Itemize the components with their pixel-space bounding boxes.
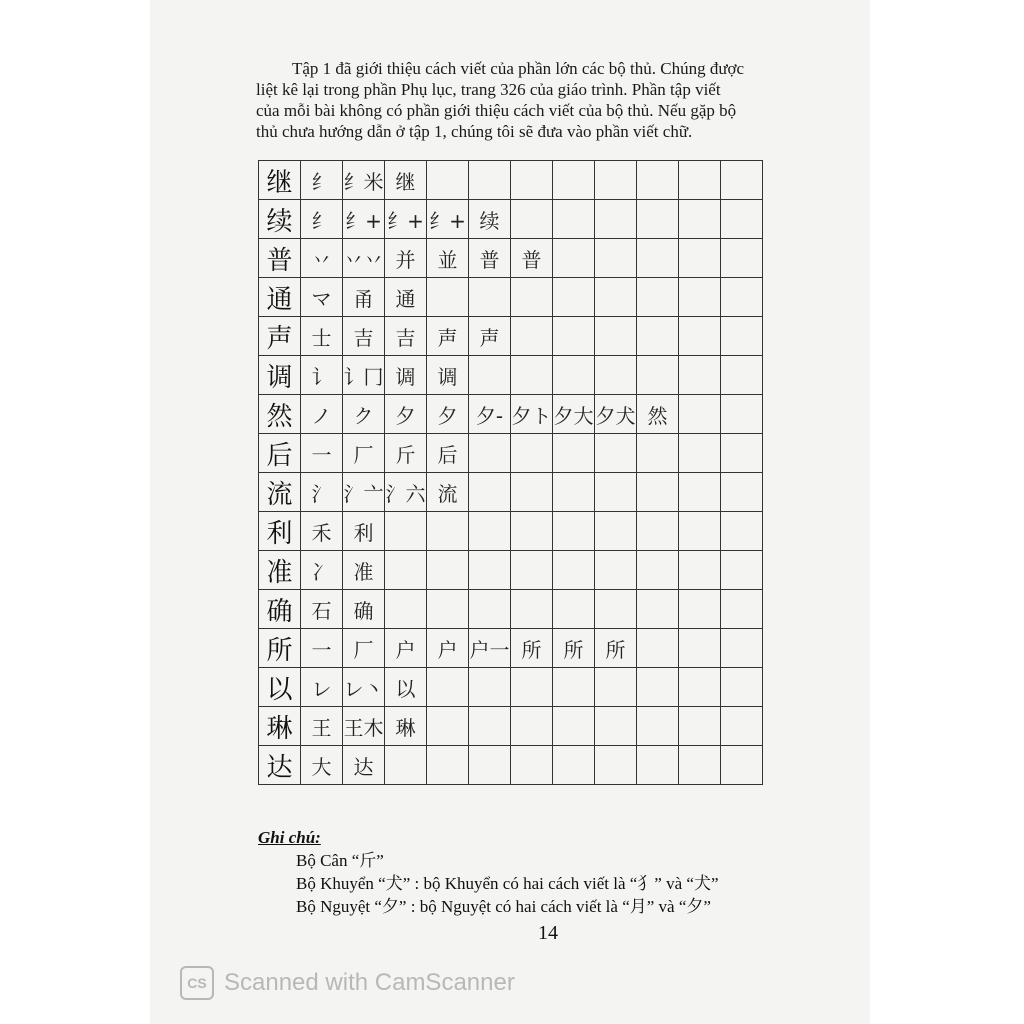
grid-stroke-cell (679, 707, 721, 746)
grid-character-cell: 后 (259, 434, 301, 473)
grid-stroke-cell: 氵六 (385, 473, 427, 512)
grid-stroke-cell (637, 668, 679, 707)
grid-character-cell: 流 (259, 473, 301, 512)
grid-stroke-cell: 並 (427, 239, 469, 278)
grid-stroke-cell: 所 (511, 629, 553, 668)
grid-stroke-cell (721, 707, 763, 746)
grid-stroke-cell (427, 590, 469, 629)
grid-stroke-cell (721, 395, 763, 434)
grid-row (259, 356, 763, 395)
grid-stroke-cell (553, 239, 595, 278)
grid-stroke-cell (637, 590, 679, 629)
grid-stroke-cell (553, 473, 595, 512)
grid-stroke-cell: 夕- (469, 395, 511, 434)
grid-character-cell: 所 (259, 629, 301, 668)
grid-stroke-cell (637, 707, 679, 746)
grid-stroke-cell (427, 551, 469, 590)
grid-row (259, 746, 763, 785)
grid-stroke-cell (679, 551, 721, 590)
grid-stroke-cell: 流 (427, 473, 469, 512)
grid-stroke-cell (511, 161, 553, 200)
grid-stroke-cell (637, 317, 679, 356)
grid-stroke-cell: 户 (385, 629, 427, 668)
grid-character-cell: 琳 (259, 707, 301, 746)
grid-stroke-cell (595, 746, 637, 785)
grid-stroke-cell (637, 434, 679, 473)
grid-stroke-cell (469, 707, 511, 746)
grid-stroke-cell (679, 434, 721, 473)
grid-stroke-cell (595, 473, 637, 512)
grid-stroke-cell (553, 278, 595, 317)
grid-row (259, 200, 763, 239)
grid-stroke-cell: 夕 (385, 395, 427, 434)
grid-stroke-cell (511, 590, 553, 629)
grid-stroke-cell (427, 668, 469, 707)
grid-stroke-cell: 厂 (343, 629, 385, 668)
grid-stroke-cell (721, 590, 763, 629)
grid-stroke-cell: 吉 (343, 317, 385, 356)
grid-stroke-cell (553, 356, 595, 395)
grid-stroke-cell (511, 317, 553, 356)
grid-stroke-cell: 纟米 (343, 161, 385, 200)
grid-stroke-cell (679, 512, 721, 551)
grid-stroke-cell: 王木 (343, 707, 385, 746)
grid-stroke-cell: 继 (385, 161, 427, 200)
grid-stroke-cell (511, 668, 553, 707)
grid-stroke-cell (553, 551, 595, 590)
grid-stroke-cell (721, 434, 763, 473)
intro-line-4: thủ chưa hướng dẫn ở tập 1, chúng tôi sẽ đưa vào phần viết chữ. (256, 122, 693, 141)
grid-stroke-cell: 纟+ (385, 200, 427, 239)
grid-stroke-cell (385, 590, 427, 629)
grid-stroke-cell: 然 (637, 395, 679, 434)
camscanner-watermark (180, 966, 515, 1000)
grid-stroke-cell (553, 161, 595, 200)
grid-row (259, 668, 763, 707)
grid-stroke-cell (721, 668, 763, 707)
page-number: 14 (538, 922, 558, 944)
grid-stroke-cell (637, 161, 679, 200)
grid-stroke-cell (637, 356, 679, 395)
grid-stroke-cell (511, 746, 553, 785)
grid-stroke-cell (469, 551, 511, 590)
grid-stroke-cell: 夕 (427, 395, 469, 434)
grid-stroke-cell (595, 707, 637, 746)
grid-character-cell: 然 (259, 395, 301, 434)
grid-stroke-cell: 普 (511, 239, 553, 278)
grid-stroke-cell: 声 (469, 317, 511, 356)
grid-stroke-cell (721, 161, 763, 200)
grid-stroke-cell: 吉 (385, 317, 427, 356)
intro-paragraph (256, 58, 840, 142)
grid-character-cell: 续 (259, 200, 301, 239)
grid-row (259, 512, 763, 551)
grid-stroke-cell: 琳 (385, 707, 427, 746)
grid-stroke-cell (553, 707, 595, 746)
grid-stroke-cell: 讠冂 (343, 356, 385, 395)
grid-stroke-cell: 所 (595, 629, 637, 668)
grid-stroke-cell: 士 (301, 317, 343, 356)
grid-stroke-cell: 一 (301, 434, 343, 473)
grid-character-cell: 确 (259, 590, 301, 629)
grid-character-cell: 以 (259, 668, 301, 707)
grid-stroke-cell (595, 356, 637, 395)
notes-title: Ghi chú: (258, 828, 321, 847)
grid-stroke-cell: ノ (301, 395, 343, 434)
grid-stroke-cell (553, 200, 595, 239)
grid-stroke-cell: 丷 (301, 239, 343, 278)
intro-line-3: của mỗi bài không có phần giới thiệu cách viết của bộ thủ. Nếu gặp bộ (256, 101, 737, 120)
grid-row (259, 434, 763, 473)
grid-stroke-cell (721, 317, 763, 356)
grid-stroke-cell (679, 278, 721, 317)
grid-stroke-cell: 石 (301, 590, 343, 629)
grid-stroke-cell: 声 (427, 317, 469, 356)
grid-stroke-cell: 夕大 (553, 395, 595, 434)
grid-stroke-cell: 纟+ (427, 200, 469, 239)
grid-stroke-cell (721, 746, 763, 785)
grid-stroke-cell: 禾 (301, 512, 343, 551)
grid-stroke-cell: 讠 (301, 356, 343, 395)
note-nguyet: Bộ Nguyệt “夕” : bộ Nguyệt có hai cách viết là “月” và “夕” (296, 897, 711, 916)
grid-character-cell: 声 (259, 317, 301, 356)
grid-stroke-cell (679, 395, 721, 434)
grid-stroke-cell (679, 356, 721, 395)
grid-stroke-cell (679, 161, 721, 200)
grid-stroke-cell (427, 278, 469, 317)
grid-stroke-cell: マ (301, 278, 343, 317)
grid-stroke-cell (469, 434, 511, 473)
grid-stroke-cell (511, 278, 553, 317)
grid-stroke-cell: 户一 (469, 629, 511, 668)
grid-stroke-cell (469, 473, 511, 512)
grid-character-cell: 达 (259, 746, 301, 785)
grid-stroke-cell: 普 (469, 239, 511, 278)
grid-stroke-cell (553, 512, 595, 551)
grid-stroke-cell (469, 590, 511, 629)
grid-stroke-cell: 所 (553, 629, 595, 668)
intro-line-2: liệt kê lại trong phần Phụ lục, trang 326 của giáo trình. Phần tập viết (256, 80, 721, 99)
grid-stroke-cell (637, 629, 679, 668)
notes-section (258, 826, 858, 918)
grid-stroke-cell (511, 200, 553, 239)
grid-character-cell: 调 (259, 356, 301, 395)
grid-stroke-cell (595, 239, 637, 278)
grid-row (259, 590, 763, 629)
grid-stroke-cell (469, 356, 511, 395)
grid-stroke-cell (553, 434, 595, 473)
grid-stroke-cell (595, 278, 637, 317)
grid-stroke-cell (511, 356, 553, 395)
grid-stroke-cell (637, 200, 679, 239)
grid-stroke-cell: 调 (427, 356, 469, 395)
grid-stroke-cell (469, 161, 511, 200)
grid-row (259, 161, 763, 200)
grid-stroke-cell: レ丶 (343, 668, 385, 707)
grid-stroke-cell (427, 161, 469, 200)
grid-stroke-cell (469, 668, 511, 707)
grid-row (259, 629, 763, 668)
grid-stroke-cell: 调 (385, 356, 427, 395)
grid-stroke-cell: 准 (343, 551, 385, 590)
grid-stroke-cell (427, 512, 469, 551)
grid-stroke-cell (595, 434, 637, 473)
grid-stroke-cell (511, 707, 553, 746)
grid-stroke-cell (469, 746, 511, 785)
grid-stroke-cell: 利 (343, 512, 385, 551)
grid-stroke-cell: 厂 (343, 434, 385, 473)
grid-stroke-cell: 斤 (385, 434, 427, 473)
grid-stroke-cell: 王 (301, 707, 343, 746)
grid-stroke-cell (637, 551, 679, 590)
grid-stroke-cell (679, 590, 721, 629)
grid-row (259, 473, 763, 512)
grid-stroke-cell (721, 200, 763, 239)
grid-character-cell: 继 (259, 161, 301, 200)
grid-stroke-cell (553, 746, 595, 785)
grid-row (259, 707, 763, 746)
grid-stroke-cell: 达 (343, 746, 385, 785)
grid-stroke-cell (637, 473, 679, 512)
grid-stroke-cell: 户 (427, 629, 469, 668)
grid-stroke-cell (679, 473, 721, 512)
grid-stroke-cell (511, 551, 553, 590)
grid-stroke-cell (595, 317, 637, 356)
grid-stroke-cell: 续 (469, 200, 511, 239)
grid-stroke-cell: 纟+ (343, 200, 385, 239)
note-khuyen: Bộ Khuyển “犬” : bộ Khuyển có hai cách viết là “犭” và “犬” (296, 874, 719, 893)
grid-stroke-cell (511, 434, 553, 473)
grid-stroke-cell: 冫 (301, 551, 343, 590)
grid-stroke-cell (385, 512, 427, 551)
grid-stroke-cell (511, 512, 553, 551)
grid-row (259, 551, 763, 590)
grid-stroke-cell: 通 (385, 278, 427, 317)
grid-stroke-cell (595, 512, 637, 551)
grid-stroke-cell (385, 551, 427, 590)
grid-stroke-cell (679, 317, 721, 356)
grid-stroke-cell (427, 746, 469, 785)
grid-stroke-cell (469, 512, 511, 551)
intro-line-1: Tập 1 đã giới thiệu cách viết của phần lớn các bộ thủ. Chúng được (292, 59, 745, 78)
grid-stroke-cell: 并 (385, 239, 427, 278)
grid-stroke-cell: 后 (427, 434, 469, 473)
grid-stroke-cell (721, 473, 763, 512)
grid-stroke-cell: 确 (343, 590, 385, 629)
grid-stroke-cell: 纟 (301, 200, 343, 239)
grid-stroke-cell (637, 278, 679, 317)
grid-stroke-cell (469, 278, 511, 317)
grid-stroke-cell: 丷丷 (343, 239, 385, 278)
grid-stroke-cell: 大 (301, 746, 343, 785)
grid-stroke-cell (637, 239, 679, 278)
grid-character-cell: 利 (259, 512, 301, 551)
grid-stroke-cell (553, 590, 595, 629)
grid-stroke-cell (721, 278, 763, 317)
camscanner-logo-icon: CS (180, 966, 214, 1000)
grid-stroke-cell (679, 668, 721, 707)
grid-stroke-cell: 以 (385, 668, 427, 707)
stroke-order-grid (258, 160, 763, 785)
grid-row (259, 278, 763, 317)
grid-stroke-cell (721, 239, 763, 278)
grid-stroke-cell (595, 551, 637, 590)
grid-character-cell: 通 (259, 278, 301, 317)
grid-stroke-cell (679, 746, 721, 785)
grid-character-cell: 准 (259, 551, 301, 590)
grid-stroke-cell (721, 512, 763, 551)
grid-stroke-cell (553, 317, 595, 356)
grid-stroke-cell (721, 629, 763, 668)
grid-stroke-cell: レ (301, 668, 343, 707)
grid-stroke-cell (595, 200, 637, 239)
grid-stroke-cell (511, 473, 553, 512)
grid-stroke-cell (595, 668, 637, 707)
watermark-text: Scanned with CamScanner (224, 969, 515, 996)
grid-stroke-cell: 夕ト (511, 395, 553, 434)
grid-stroke-cell: 氵亠 (343, 473, 385, 512)
grid-row (259, 395, 763, 434)
grid-stroke-cell (679, 629, 721, 668)
grid-stroke-cell: 夕犬 (595, 395, 637, 434)
grid-row (259, 239, 763, 278)
grid-stroke-cell (637, 746, 679, 785)
grid-stroke-cell (679, 200, 721, 239)
grid-stroke-cell (385, 746, 427, 785)
grid-character-cell: 普 (259, 239, 301, 278)
grid-stroke-cell (637, 512, 679, 551)
grid-stroke-cell (427, 707, 469, 746)
grid-row (259, 317, 763, 356)
grid-stroke-cell: 氵 (301, 473, 343, 512)
grid-stroke-cell: 甬 (343, 278, 385, 317)
grid-stroke-cell (721, 356, 763, 395)
grid-stroke-cell (679, 239, 721, 278)
grid-stroke-cell: 一 (301, 629, 343, 668)
grid-stroke-cell: ク (343, 395, 385, 434)
note-can: Bộ Cân “斤” (296, 851, 384, 870)
grid-stroke-cell (553, 668, 595, 707)
grid-stroke-cell: 纟 (301, 161, 343, 200)
grid-stroke-cell (595, 161, 637, 200)
grid-stroke-cell (595, 590, 637, 629)
grid-stroke-cell (721, 551, 763, 590)
